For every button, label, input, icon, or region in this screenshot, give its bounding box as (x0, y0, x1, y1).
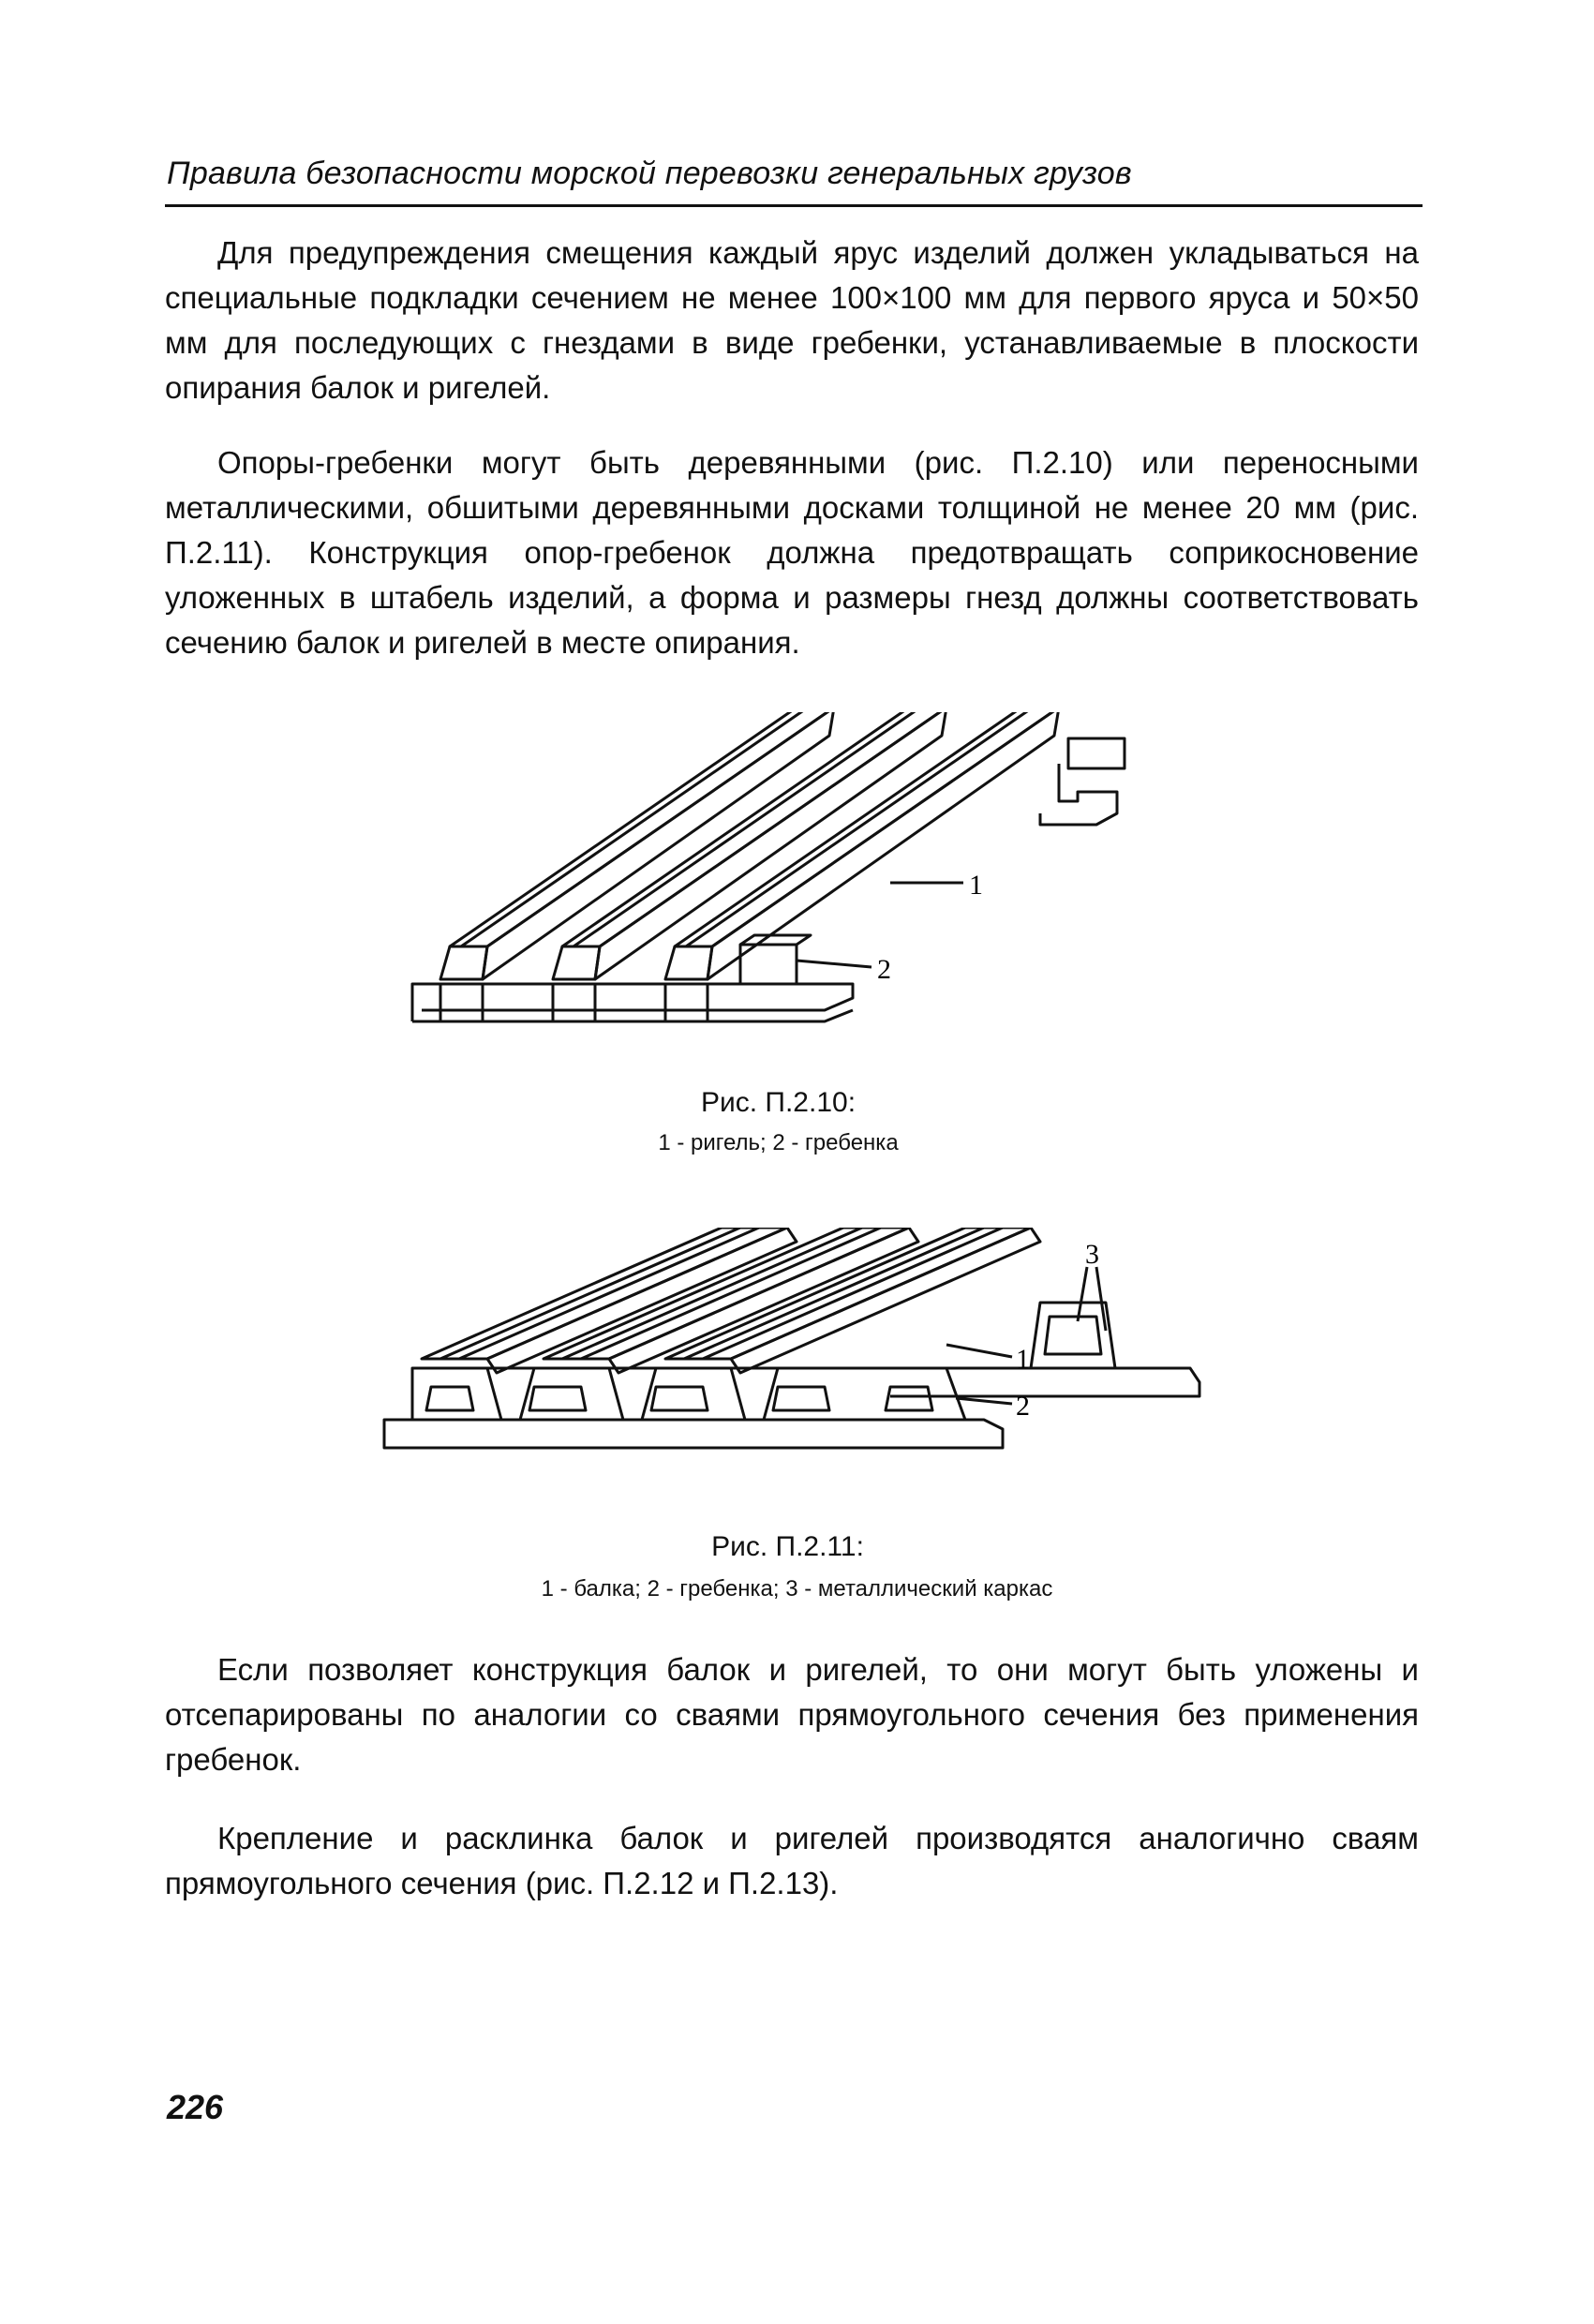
figure-2-legend: 1 - балка; 2 - гребенка; 3 - металлический каркас (541, 1576, 1053, 1601)
running-header: Правила безопасности морской перевозки генеральных грузов (167, 156, 1132, 191)
paragraph-2-text: Опоры-гребенки могут быть деревянными (рис. П.2.10) или переносными металлическими, обшитыми деревянными досками толщиной не менее 20 мм (рис. П.2.11). Конструкция опор-гребенок должна предотвращать соприкосновение уложенных в штабель изделий, а форма и размеры гнезд должны соответствовать сечению балок и ригелей в месте опирания. (165, 445, 1419, 660)
paragraph-3-text: Если позволяет конструкция балок и ригелей, то они могут быть уложены и отсепарированы по аналогии со сваями прямоугольного сечения без применения гребенок. (165, 1652, 1419, 1777)
figure-p-2-10-drawing (384, 712, 1228, 1087)
figure-1-title: Рис. П.2.10: (700, 1087, 857, 1118)
figure-2-callout-2: 2 (1016, 1391, 1030, 1422)
header-rule (165, 204, 1423, 207)
paragraph-4-text: Крепление и расклинка балок и ригелей производятся аналогично сваям прямоугольного сечения (рис. П.2.12 и П.2.13). (165, 1821, 1419, 1900)
page-number: 226 (167, 2088, 224, 2126)
paragraph-1-text: Для предупреждения смещения каждый ярус изделий должен укладываться на специальные подкладки сечением не менее 100×100 мм для первого яруса и 50×50 мм для последующих с гнездами в виде гребенки, устанавливаемые в плоскости опирания балок и ригелей. (165, 235, 1419, 405)
figure-1-callout-2: 2 (877, 954, 891, 985)
figure-2-callout-1: 1 (1016, 1344, 1030, 1375)
paragraph-1 (165, 231, 1419, 410)
figure-p-2-11-drawing (365, 1228, 1237, 1527)
figure-1-callout-1: 1 (969, 870, 983, 901)
paragraph-3 (165, 1647, 1419, 1782)
paragraph-4 (165, 1816, 1419, 1906)
figure-2-title: Рис. П.2.11: (711, 1531, 864, 1562)
figure-2-callout-3: 3 (1085, 1239, 1099, 1270)
figure-1-legend: 1 - ригель; 2 - гребенка (658, 1130, 899, 1155)
paragraph-2 (165, 440, 1419, 665)
